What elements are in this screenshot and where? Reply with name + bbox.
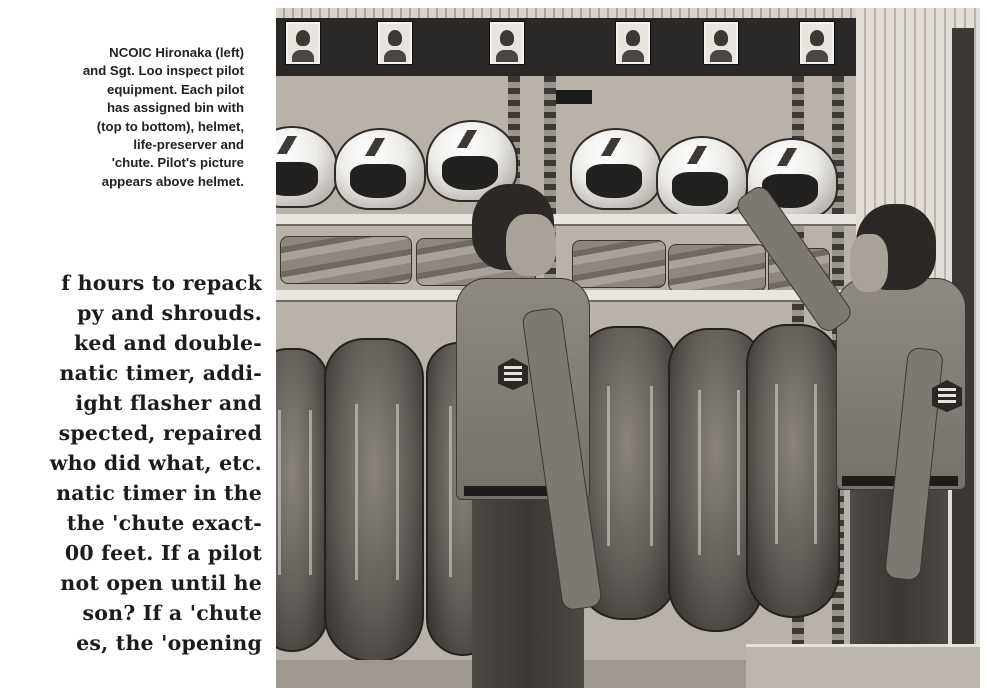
body-line: who did what, etc. (49, 451, 262, 475)
caption-line: (top to bottom), helmet, (96, 118, 244, 134)
parachute (276, 348, 328, 652)
life-preserver (280, 236, 412, 284)
bin-label-tag (552, 90, 592, 104)
caption-line: has assigned bin with (106, 100, 244, 116)
body-line: es, the 'opening (76, 631, 262, 655)
pilot-picture (800, 22, 834, 64)
body-line: natic timer in the (56, 481, 262, 505)
equipment-crate (746, 644, 980, 688)
body-line: the 'chute exact- (66, 511, 262, 535)
caption-line: NCOIC Hironaka (left) (109, 45, 244, 60)
caption-line: equipment. Each pilot (106, 81, 244, 97)
equipment-room-photo (276, 8, 980, 688)
parachute (324, 338, 424, 662)
life-preserver (668, 244, 766, 292)
helmet (656, 136, 748, 218)
helmet (334, 128, 426, 210)
photo-caption (0, 44, 244, 191)
pilot-picture (490, 22, 524, 64)
helmet (570, 128, 662, 210)
face (850, 234, 888, 292)
caption-line: life-preserver and (133, 137, 244, 153)
caption-line: and Sgt. Loo inspect pilot (82, 63, 244, 79)
pilot-picture (704, 22, 738, 64)
body-line: ight flasher and (75, 391, 262, 415)
caption-line: appears above helmet. (101, 173, 244, 189)
body-line: not open until he (60, 571, 262, 595)
body-line: ked and double- (74, 331, 262, 355)
parachute (746, 324, 840, 618)
pilot-picture (616, 22, 650, 64)
body-line: 00 feet. If a pilot (64, 541, 262, 565)
body-line: py and shrouds. (77, 301, 262, 325)
body-line: son? If a 'chute (82, 601, 262, 625)
article-body-column (0, 271, 262, 697)
pilot-picture (286, 22, 320, 64)
face (506, 214, 556, 276)
body-line: f hours to repack (61, 271, 262, 295)
body-line: natic timer, addi- (59, 361, 262, 385)
body-line: spected, repaired (58, 421, 262, 445)
life-preserver (572, 240, 666, 288)
pilot-picture (378, 22, 412, 64)
picture-beam (276, 18, 856, 76)
caption-line: 'chute. Pilot's picture (111, 155, 244, 171)
